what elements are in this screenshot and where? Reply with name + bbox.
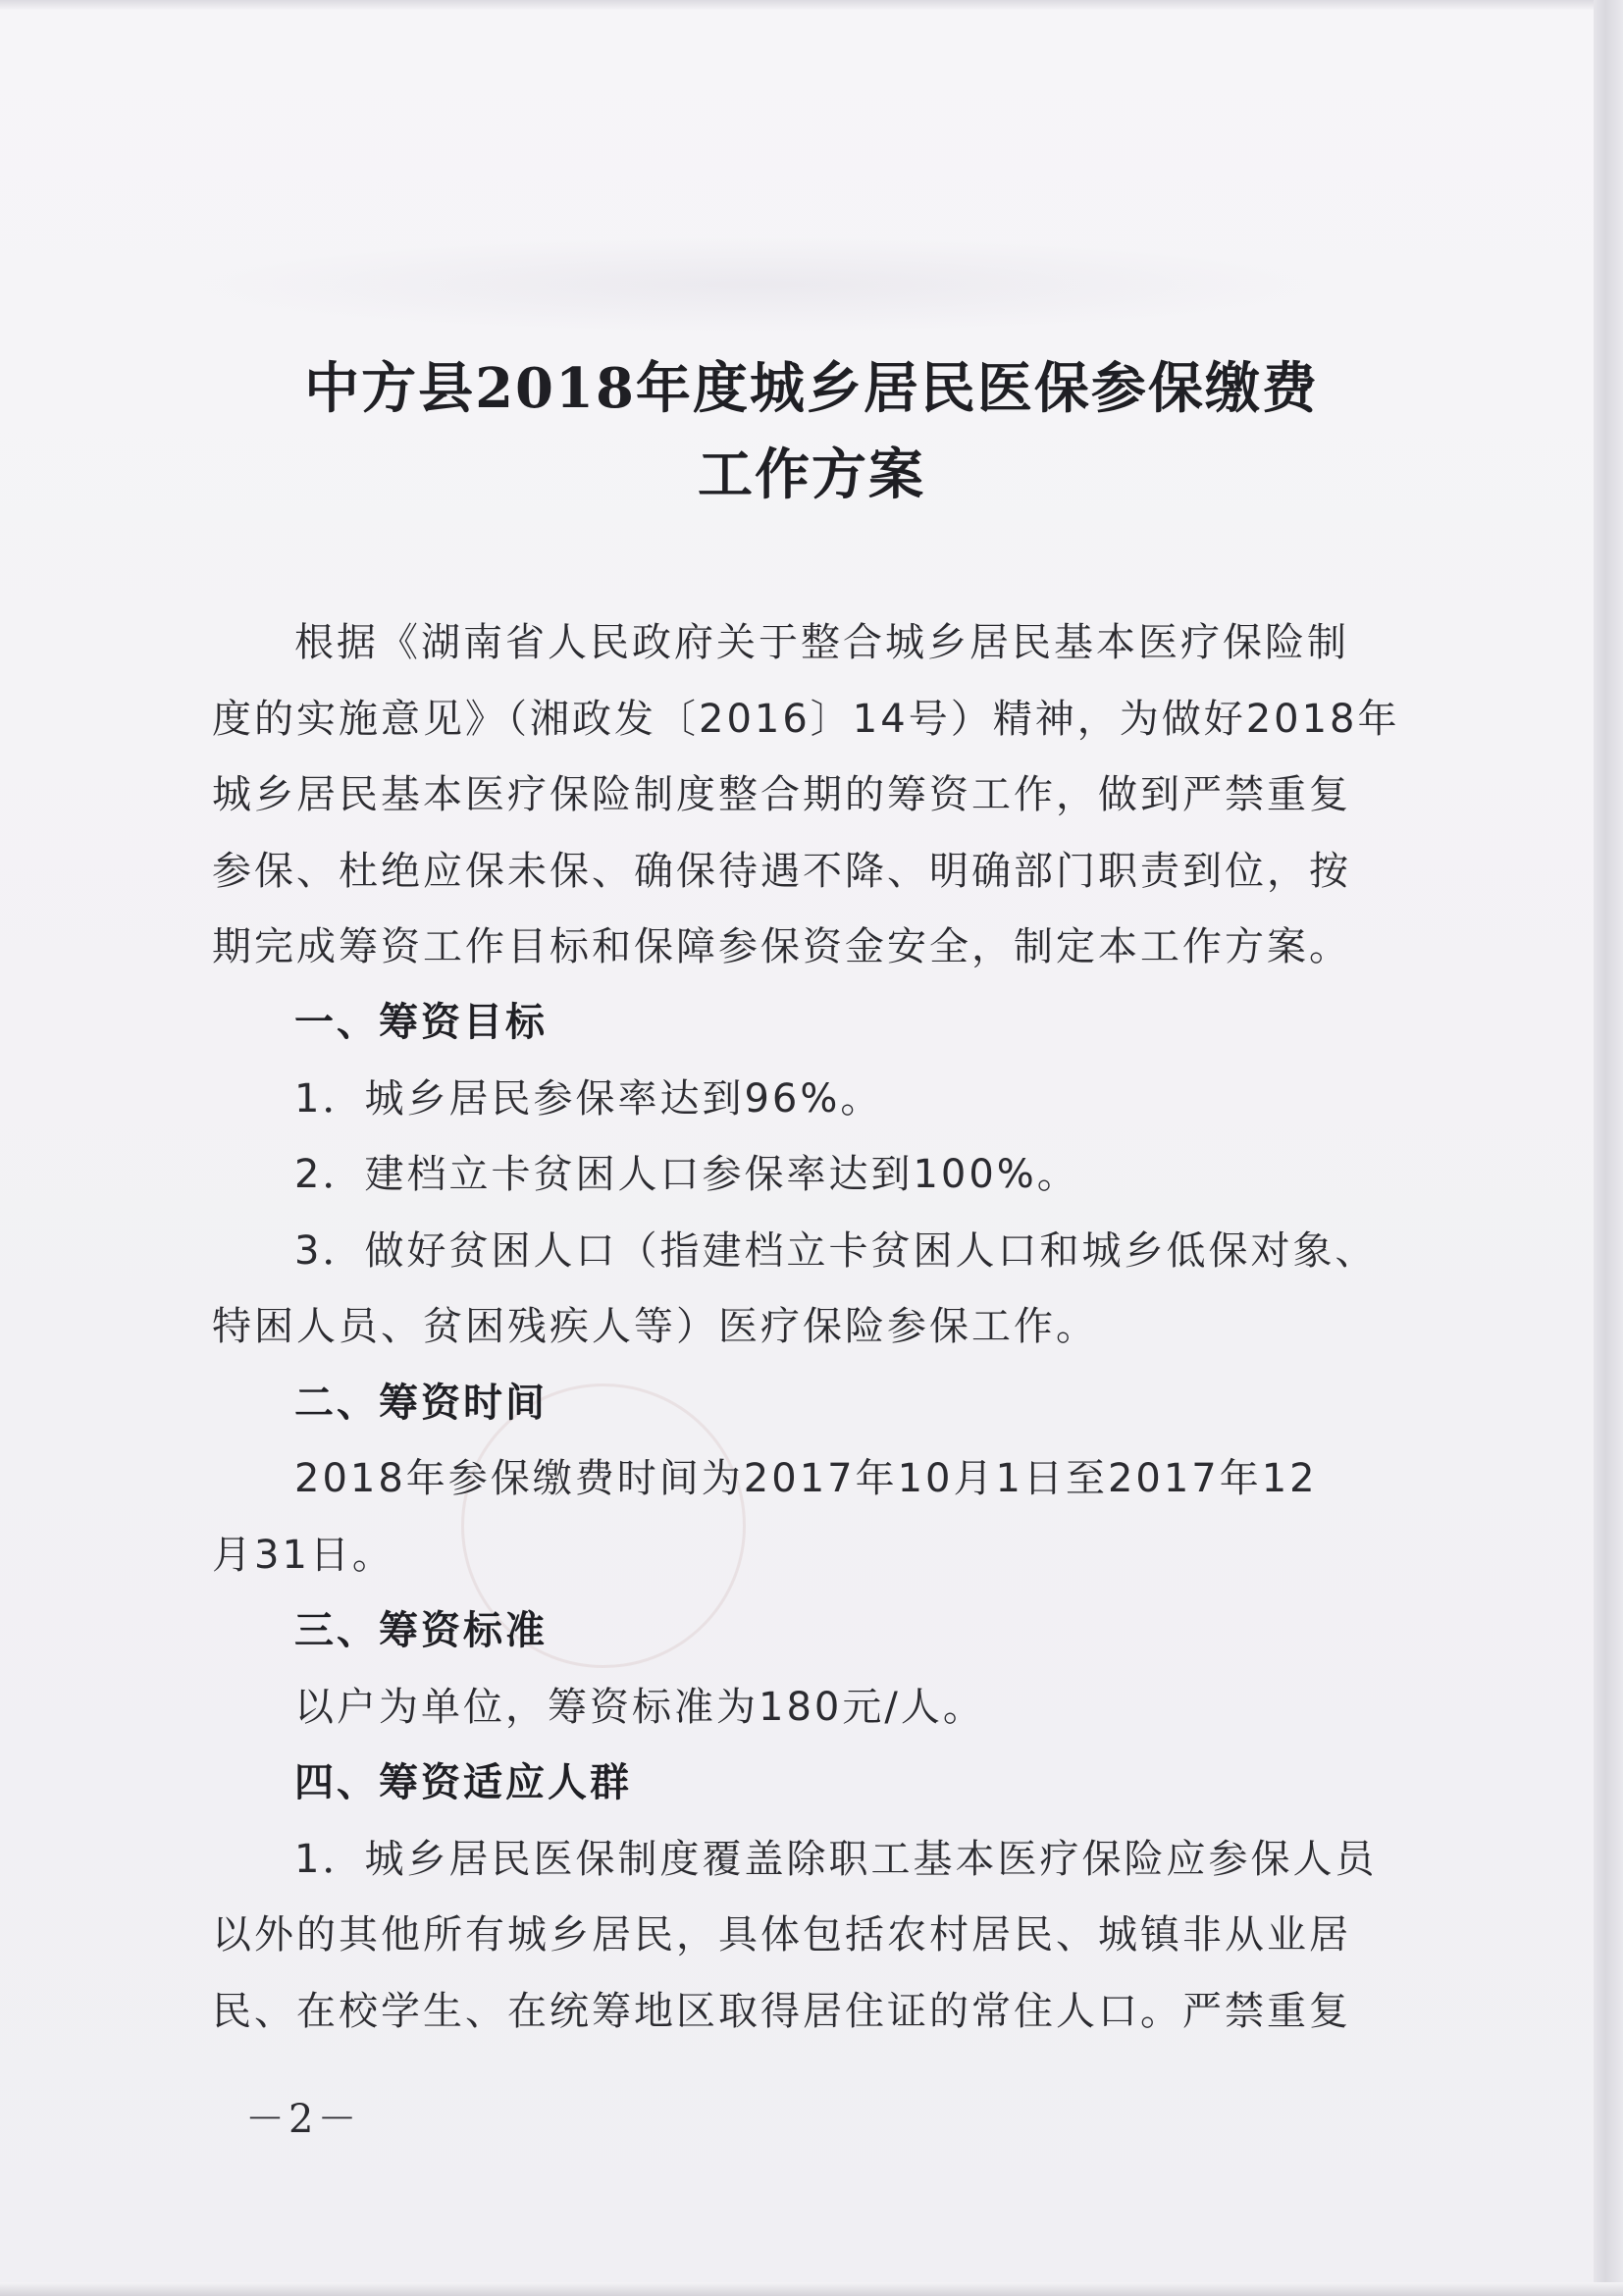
intro-line-2: 度的实施意见》（湘政发〔2016〕14号）精神，为做好2018年 [212,697,1400,742]
section-heading-funding-goals: 一、筹资目标 [294,1000,548,1045]
goal-item-1: 1．城乡居民参保率达到96%。 [294,1076,883,1122]
intro-line-4: 参保、杜绝应保未保、确保待遇不降、明确部门职责到位，按 [212,849,1351,894]
scan-edge-top [0,0,1623,10]
scan-edge-right [1594,0,1623,2296]
intro-line-3: 城乡居民基本医疗保险制度整合期的筹资工作，做到严禁重复 [212,772,1351,817]
population-item-1-continued-1: 以外的其他所有城乡居民，具体包括农村居民、城镇非从业居 [212,1912,1351,1957]
goal-item-2: 2．建档立卡贫困人口参保率达到100%。 [294,1152,1079,1197]
section-heading-funding-time: 二、筹资时间 [294,1381,548,1426]
goal-item-3: 3．做好贫困人口（指建档立卡贫困人口和城乡低保对象、 [294,1228,1378,1274]
intro-line-1: 根据《湖南省人民政府关于整合城乡居民基本医疗保险制 [294,620,1349,665]
funding-standard-text: 以户为单位，筹资标准为180元/人。 [294,1685,985,1730]
population-item-1-continued-2: 民、在校学生、在统筹地区取得居住证的常住人口。严禁重复 [212,1989,1351,2034]
document-title-line-2: 工作方案 [698,443,925,507]
section-heading-funding-standard: 三、筹资标准 [294,1608,548,1653]
document-title-line-1: 中方县2018年度城乡居民医保参保缴费 [304,356,1319,421]
intro-line-5: 期完成筹资工作目标和保障参保资金安全，制定本工作方案。 [212,924,1351,969]
scan-edge-bottom [0,2282,1623,2296]
page-number: －2－ [245,2097,361,2142]
goal-item-3-continued: 特困人员、贫困残疾人等）医疗保险参保工作。 [212,1304,1098,1349]
population-item-1: 1．城乡居民医保制度覆盖除职工基本医疗保险应参保人员 [294,1837,1378,1882]
section-heading-target-population: 四、筹资适应人群 [294,1760,632,1805]
funding-time-text-continued: 月31日。 [212,1533,394,1578]
bleed-through-header [177,235,1335,334]
funding-time-text: 2018年参保缴费时间为2017年10月1日至2017年12 [294,1456,1318,1501]
